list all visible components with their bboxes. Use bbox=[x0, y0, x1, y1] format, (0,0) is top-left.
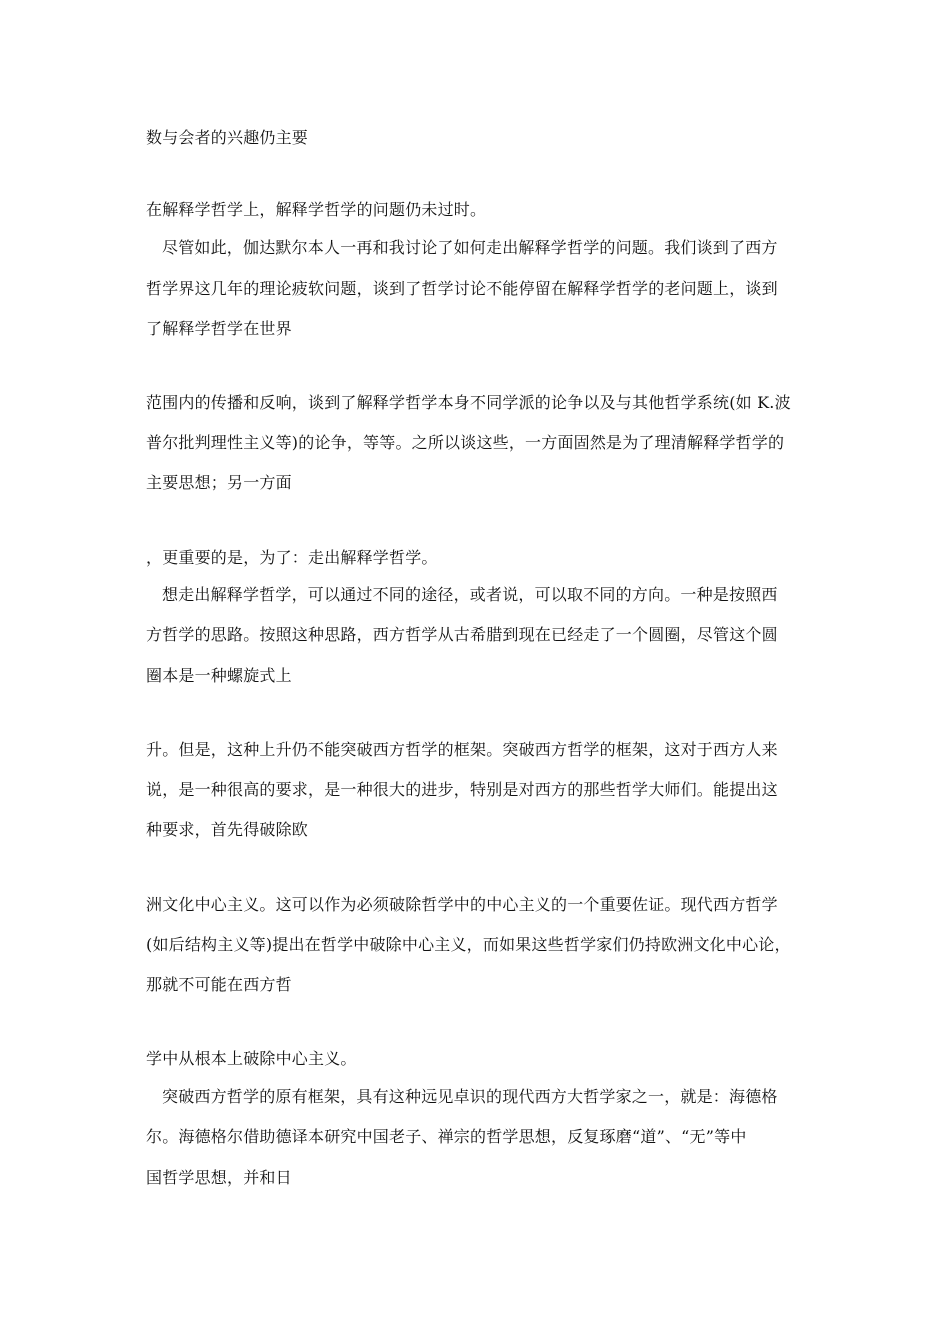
text-line: 国哲学思想，并和日 bbox=[146, 1168, 292, 1187]
text-line: 范围内的传播和反响，谈到了解释学哲学本身不同学派的论争以及与其他哲学系统(如 K.波 bbox=[146, 393, 791, 412]
text-line: 哲学界这几年的理论疲软问题，谈到了哲学讨论不能停留在解释学哲学的老问题上，谈到 bbox=[146, 279, 778, 298]
text-line: 学中从根本上破除中心主义。 bbox=[146, 1049, 357, 1068]
text-line: 在解释学哲学上，解释学哲学的问题仍未过时。 bbox=[146, 200, 487, 219]
text-line: 普尔批判理性主义等)的论争，等等。之所以谈这些，一方面固然是为了理清解释学哲学的 bbox=[146, 433, 785, 452]
text-line: 主要思想；另一方面 bbox=[146, 473, 292, 492]
text-line: ，更重要的是，为了：走出解释学哲学。 bbox=[146, 548, 438, 567]
text-line: 尔。海德格尔借助德译本研究中国老子、禅宗的哲学思想，反复琢磨“道”、“无”等中 bbox=[146, 1127, 747, 1146]
text-line: 突破西方哲学的原有框架，具有这种远见卓识的现代西方大哲学家之一，就是：海德格 bbox=[162, 1087, 778, 1106]
text-line: 说，是一种很高的要求，是一种很大的进步，特别是对西方的那些哲学大师们。能提出这 bbox=[146, 780, 778, 799]
text-line: 升。但是，这种上升仍不能突破西方哲学的框架。突破西方哲学的框架，这对于西方人来 bbox=[146, 740, 778, 759]
text-line: 那就不可能在西方哲 bbox=[146, 975, 292, 994]
text-line: 想走出解释学哲学，可以通过不同的途径，或者说，可以取不同的方向。一种是按照西 bbox=[162, 585, 778, 604]
text-line: 了解释学哲学在世界 bbox=[146, 319, 292, 338]
text-line: 圈本是一种螺旋式上 bbox=[146, 666, 292, 685]
text-line: 洲文化中心主义。这可以作为必须破除哲学中的中心主义的一个重要佐证。现代西方哲学 bbox=[146, 895, 778, 914]
text-line: 种要求，首先得破除欧 bbox=[146, 820, 309, 839]
text-line: 方哲学的思路。按照这种思路，西方哲学从古希腊到现在已经走了一个圆圈，尽管这个圆 bbox=[146, 625, 778, 644]
text-line: 尽管如此，伽达默尔本人一再和我讨论了如何走出解释学哲学的问题。我们谈到了西方 bbox=[162, 238, 778, 257]
text-line: (如后结构主义等)提出在哲学中破除中心主义，而如果这些哲学家们仍持欧洲文化中心论， bbox=[146, 935, 791, 954]
text-line: 数与会者的兴趣仍主要 bbox=[146, 128, 309, 147]
